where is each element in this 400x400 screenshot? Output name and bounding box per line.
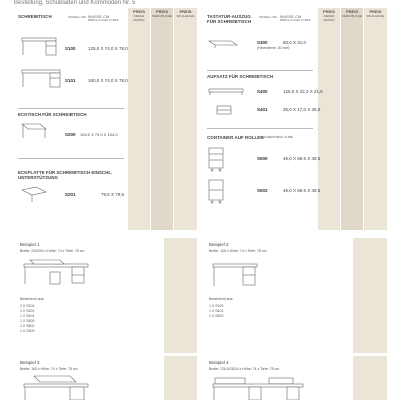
size-subheader: BREITE X HÖHE X TIEFE [280,19,311,22]
product-note: (Heizwärme: 20 mm) [257,46,290,50]
product-code: S200 [65,132,76,137]
part-line: 1 X S401 [209,309,224,313]
parts-label: Bestehend aus: [20,297,45,301]
product-code: S300 [257,40,268,45]
part-line: 1 X S502 [20,324,35,328]
section-title: ECKPLATTE FÜR SCHREIBTISCH EINSCHL. UNTERSTÜTZUNG [18,170,113,180]
product-code: S100 [65,46,76,51]
example-card [203,238,387,353]
part-line: 1 X S100 [209,304,224,308]
product-dims: 46,0 X 68,5 X 48,5 [283,188,321,193]
divider [207,70,313,71]
product-dims: 160,0 X 74,0 X 78,0 [88,78,128,83]
desk-s100-drawing [20,36,60,58]
price-column-1: PREIS KIEFER MASSIV [128,8,150,230]
part-line: 2 X S100 [20,304,35,308]
example-title: Beispiel 2 [209,242,229,247]
page-title: Bestellung, Schubladen und Kommoden Nr. 5 [14,0,136,6]
corner-table-drawing [20,120,50,140]
container-s500-drawing [207,146,227,172]
corner-plate-drawing [20,184,50,204]
hutch-s400-drawing [207,86,247,98]
product-dims: 46,0 X 68,5 X 48,5 [283,156,321,161]
product-dims: 60,0 X 31,0 [283,40,307,45]
part-line: 1 X S500 [209,314,224,318]
section-note: (HÖLZERSTÄRKE: 22 MM) [261,136,293,139]
example-subtitle: Breite: 160 x Höhe: 74 x Tiefe: 78 cm [20,367,78,371]
size-subheader: BREITE X HÖHE X TIEFE [88,19,119,22]
part-line: 1 X S401 [20,314,35,318]
divider [18,158,124,159]
price-column-2: PREIS KERN-BUCHE [341,8,363,230]
price-column-1: PREIS KIEFER MASSIV [318,8,340,230]
product-dims: 104,0 X 74,0 X 104,0 [80,132,118,137]
example-1-drawing [20,258,100,290]
part-line: 1 X S201 [20,309,35,313]
product-code: S502 [257,188,268,193]
section-title: AUFSATZ FÜR SCHREIBTISCH [207,74,274,79]
product-code: S201 [65,192,76,197]
product-code: S500 [257,156,268,161]
example-subtitle: Breite: 125 x Höhe: 74 x Tiefe: 78 cm [209,249,267,253]
hutch-s401-drawing [215,104,237,116]
example-2-drawing [209,260,269,292]
example-card [203,356,387,400]
container-s502-drawing [207,178,227,204]
desk-s101-drawing [20,68,64,90]
example-card [14,356,197,400]
example-subtitle: Breite: 204/204 x Höhe: 74 x Tiefe: 78 cm [20,249,85,253]
model-header: MODELL-NR. [68,15,87,19]
size-header: MASSE CM [88,14,110,19]
model-header: MODELL-NR. [259,15,278,19]
price-column-3: PREIS WILD-EICHE [174,8,197,230]
price-column-2: PREIS KERN-BUCHE [151,8,173,230]
section-title: SCHREIBTISCH [18,14,52,19]
example-card [14,238,197,353]
product-panel-left [14,8,197,230]
section-title: TASTATUR-AUSZUG FÜR SCHREIBTISCH [207,14,252,24]
product-code: S101 [65,78,76,83]
example-subtitle: Breite: 228,5/263,5 x Höhe: 74 x Tiefe: 78 cm [209,367,280,371]
product-dims: 125,0 X 74,0 X 78,0 [88,46,128,51]
example-title: Beispiel 1 [20,242,40,247]
example-4-drawing [209,374,309,400]
product-panel-right [203,8,387,230]
divider [18,108,124,109]
example-title: Beispiel 3 [20,360,40,365]
product-dims: 79,5 X 79,5 [101,192,125,197]
product-dims: 35,0 X 17,0 X 35,0 [283,107,321,112]
example-title: Beispiel 4 [209,360,229,365]
section-title: CONTAINER AUF ROLLEN [207,135,264,140]
parts-label: Bestehend aus: [209,297,234,301]
example-3-drawing [20,374,100,400]
divider [207,128,313,129]
section-title: ECKTISCH FÜR SCHREIBTISCH [18,112,87,117]
product-dims: 125,0 X 22,3 X 21,6 [283,89,323,94]
product-code: S401 [257,107,268,112]
size-header: MASSE CM [280,14,302,19]
product-code: S400 [257,89,268,94]
keyboard-tray-drawing [207,38,243,50]
part-line: 1 X S300 [20,329,35,333]
part-line: 1 X S500 [20,319,35,323]
price-column-3: PREIS WILD-EICHE [364,8,387,230]
